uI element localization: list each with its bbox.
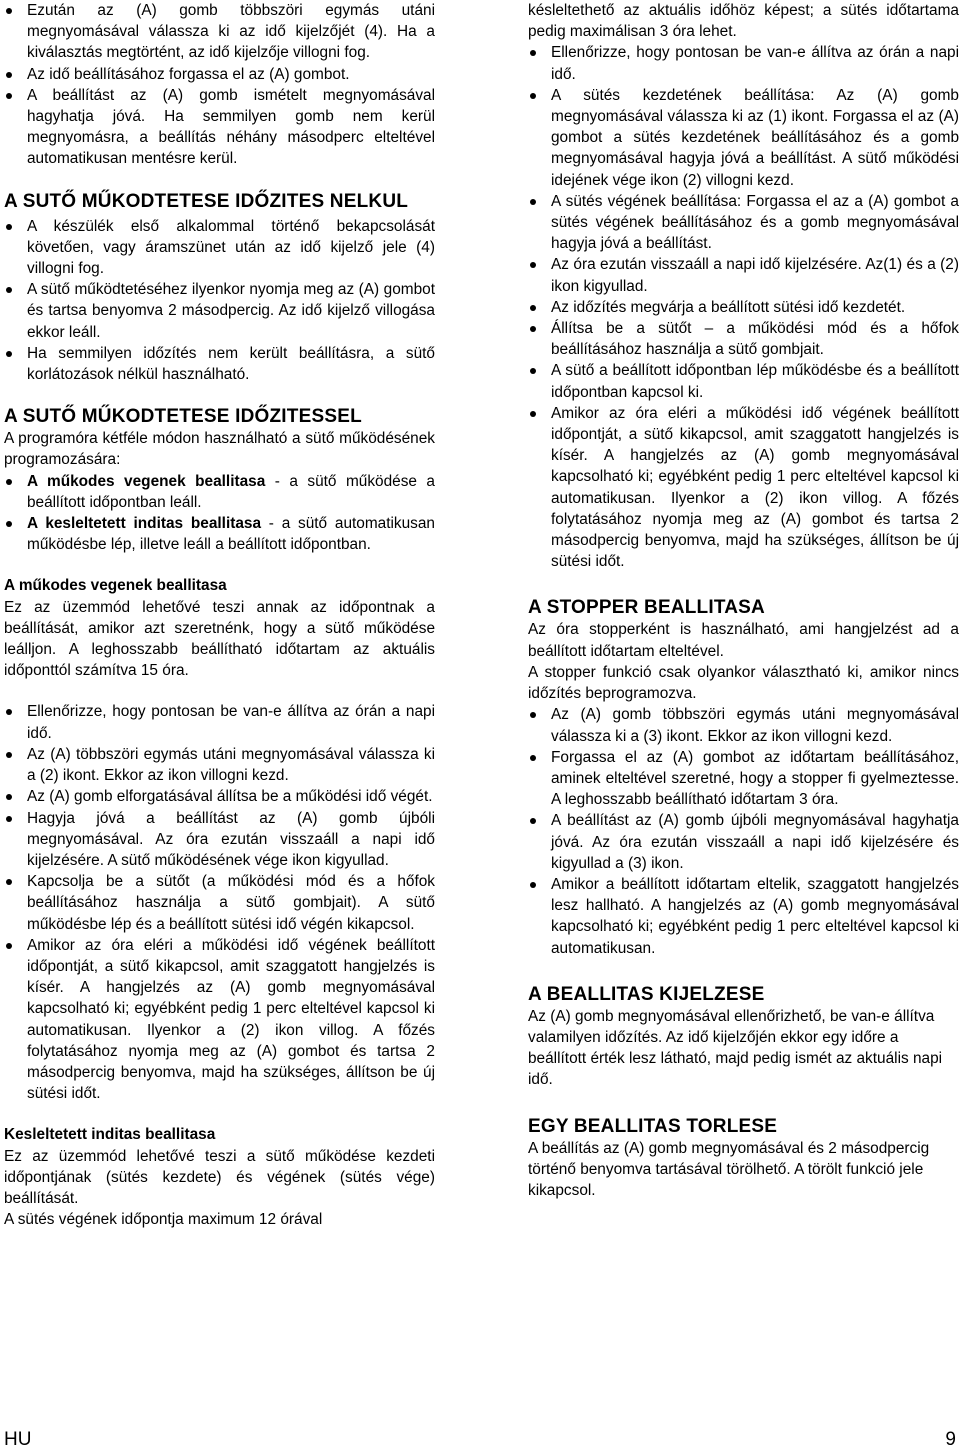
heading-stopper: A STOPPER BEALLITASA [528, 597, 765, 619]
list-item: Ha semmilyen időzítés nem került beállításra, a sütő korlátozások nélkül használható. [4, 343, 435, 385]
list-item: Amikor a beállított időtartam eltelik, szaggatott hangjelzés lesz hallható. A hangjelzés az (A) gomb megnyomásával kapcsolható ki; egyébként pedig 1 perc elteltével kapcsol ki automatikusan. [528, 874, 959, 959]
stopper-list [528, 704, 959, 958]
heading-timer: A SUTŐ MŰKODTETESE IDŐZITESSEL [4, 406, 362, 428]
display-text: Az (A) gomb megnyomásával ellenőrizhető, be van-e állítva valamilyen időzítés. Az idő kijelzőjén ekkor egy időre a beállított érték lesz látható, majd pedig ismét az aktuális napi idő. [528, 1007, 943, 1089]
list-item [4, 471, 435, 513]
mode-title: A műkodes vegenek beallitasa [27, 472, 266, 490]
heading-delete: EGY BEALLITAS TORLESE [528, 1115, 778, 1137]
intro-list [4, 0, 435, 170]
list-item: Amikor az óra eléri a működési idő végének beállított időpontját, a sütő kikapcsol, amit szaggatott hangjelzés is kísér. A hangjelzés az (A) gomb megnyomásával kapcsolható ki; egyébként pedig 1 perc elteltével kapcsol ki automatikusan. Ilyenkor a (2) ikon villog. A főzés folytatásához nyomja meg az (A) gombot és tartsa 2 másodpercig benyomva, majd ha szükséges, állítson be új sütési időt. [4, 935, 435, 1105]
timer-intro: A programóra kétféle módon használható a sütő működésének programozására: [4, 430, 435, 469]
list-item: A sütő a beállított időpontban lép működésbe és a beállított időpontban kapcsol ki. [528, 360, 959, 402]
end-text: Ez az üzemmód lehetővé teszi annak az időpontnak a beállítását, amikor azt szeretnénk, hogy a sütő működése leálljon. A leghosszabb beállítható időtartam az aktuális időponttól számítva 15 óra. [4, 598, 435, 680]
list-item: Az (A) többszöri egymás utáni megnyomásával válassza ki a (2) ikont. Ekkor az ikon villogni kezd. [4, 744, 435, 786]
list-item: Ezután az (A) gomb többszöri egymás utáni megnyomásával válassza ki az idő kijelzőjét (4). Ha a kiválasztás megtörtént, az idő kijelzője villogni fog. [4, 0, 435, 64]
stopper-text: Az óra stopperként is használható, ami hangjelzést ad a beállított időtartam elteltével. [528, 621, 959, 660]
end-list [4, 701, 435, 1104]
list-item: Az óra ezután visszaáll a napi idő kijelzésére. Az(1) és a (2) ikon kigyullad. [528, 254, 959, 296]
list-item: Állítsa be a sütőt – a működési mód és a hőfok beállításához használja a sütő gombjait. [528, 318, 959, 360]
list-item: Az időzítés megvárja a beállított sütési idő kezdetét. [528, 297, 959, 318]
continued-text: késleltethető az aktuális időhöz képest; a sütés időtartama pedig maximálisan 3 óra lehet. [528, 2, 959, 41]
heading-no-timer: A SUTŐ MŰKODTETESE IDŐZITES NELKUL [4, 190, 409, 212]
list-item: A beállítást az (A) gomb ismételt megnyomásával hagyhatja jóvá. Ha semmilyen gomb nem kerül megnyomásra, a beállítás néhány másodperc elteltével automatikusan mentésre kerül. [4, 85, 435, 170]
delay-title: Kesleltetett inditas beallitasa [4, 1126, 216, 1144]
list-item: Az (A) gomb elforgatásával állítsa be a működési idő végét. [4, 786, 435, 807]
no-timer-list [4, 216, 435, 386]
list-item: Ellenőrizze, hogy pontosan be van-e állítva az órán a napi idő. [528, 42, 959, 84]
list-item: A készülék első alkalommal történő bekapcsolását követően, vagy áramszünet után az idő kijelző jele (4) villogni fog. [4, 216, 435, 280]
end-title: A műkodes vegenek beallitasa [4, 577, 227, 595]
left-column [4, 0, 435, 1230]
list-item: A sütés végének beállítása: Forgassa el az a (A) gombot a sütés végének beállításához és a gomb megnyomásával hagyja jóvá a beállítást. [528, 191, 959, 255]
list-item: A sütés kezdetének beállítása: Az (A) gomb megnyomásával válassza ki az (1) ikont. Forgassa el az (A) gombot a sütés kezdetének beállításához és a gomb megnyomásával hagyja jóvá a beállítást. A sütő működési idejének vége ikon (2) villogni kezd. [528, 85, 959, 191]
footer-language: HU [4, 1429, 32, 1450]
list-item: A beállítást az (A) gomb újbóli megnyomásával hagyhatja jóvá. Az óra ezután visszaáll a napi idő kijelzésére és kigyullad a (3) ikon. [528, 810, 959, 874]
delay-list [528, 42, 959, 572]
delay-text-continued: A sütés végének időpontja maximum 12 órával [4, 1211, 323, 1229]
list-item: Forgassa el az (A) gombot az időtartam beállításához, aminek elteltével szeretné, hogy a stopper fi gyelmeztesse. A leghosszabb beállítható időtartam 3 óra. [528, 747, 959, 811]
stopper-text: A stopper funkció csak olyankor választható ki, amikor nincs időzítés beprogramozva. [528, 663, 959, 703]
right-column [528, 0, 959, 1201]
list-item: Ellenőrizze, hogy pontosan be van-e állítva az órán a napi idő. [4, 701, 435, 743]
list-item: Kapcsolja be a sütőt (a működési mód és a hőfok beállításához használja a sütő gombjait). A sütő működésbe lép és a beállított sütési idő végén kikapcsol. [4, 871, 435, 935]
list-item [4, 513, 435, 555]
list-item: Hagyja jóvá a beállítást az (A) gomb újbóli megnyomásával. Az óra ezután visszaáll a napi idő kijelzésére. A sütő működésének vége ikon kigyullad. [4, 808, 435, 872]
mode-text: - a sütő működése a beállított időpontban leáll. [27, 472, 435, 511]
delay-text: Ez az üzemmód lehetővé teszi a sütő működése kezdeti időpontjának (sütés kezdete) és végének (sütés vége) beállítását. [4, 1147, 435, 1207]
mode-text: - a sütő automatikusan működésbe lép, illetve leáll a beállított időpontban. [27, 515, 435, 554]
list-item: Az (A) gomb többszöri egymás utáni megnyomásával válassza ki a (3) ikont. Ekkor az ikon villogni kezd. [528, 704, 959, 746]
footer-page-number: 9 [945, 1429, 956, 1450]
list-item: A sütő működtetéséhez ilyenkor nyomja meg az (A) gombot és tartsa benyomva 2 másodpercig. Az idő kijelző villogása ekkor leáll. [4, 279, 435, 343]
mode-title: A kesleltetett inditas beallitasa [27, 515, 262, 533]
timer-modes-list [4, 471, 435, 556]
list-item: Amikor az óra eléri a működési idő végének beállított időpontját, a sütő kikapcsol, amit szaggatott hangjelzés is kísér. A hangjelzés az (A) gomb megnyomásával kapcsolható ki; egyébként pedig 1 perc elteltével kapcsol ki automatikusan. Ilyenkor a (2) ikon villog. A főzés folytatásához nyomja meg az (A) gombot és tartsa 2 másodpercig benyomva, majd ha szükséges, állítson be új sütési időt. [528, 403, 959, 573]
heading-display: A BEALLITAS KIJELZESE [528, 983, 765, 1005]
list-item: Az idő beállításához forgassa el az (A) gombot. [4, 64, 435, 85]
delete-text: A beállítás az (A) gomb megnyomásával és 2 másodpercig történő benyomva tartásával törölhető. A törölt funkció jele kikapcsol. [528, 1139, 930, 1199]
